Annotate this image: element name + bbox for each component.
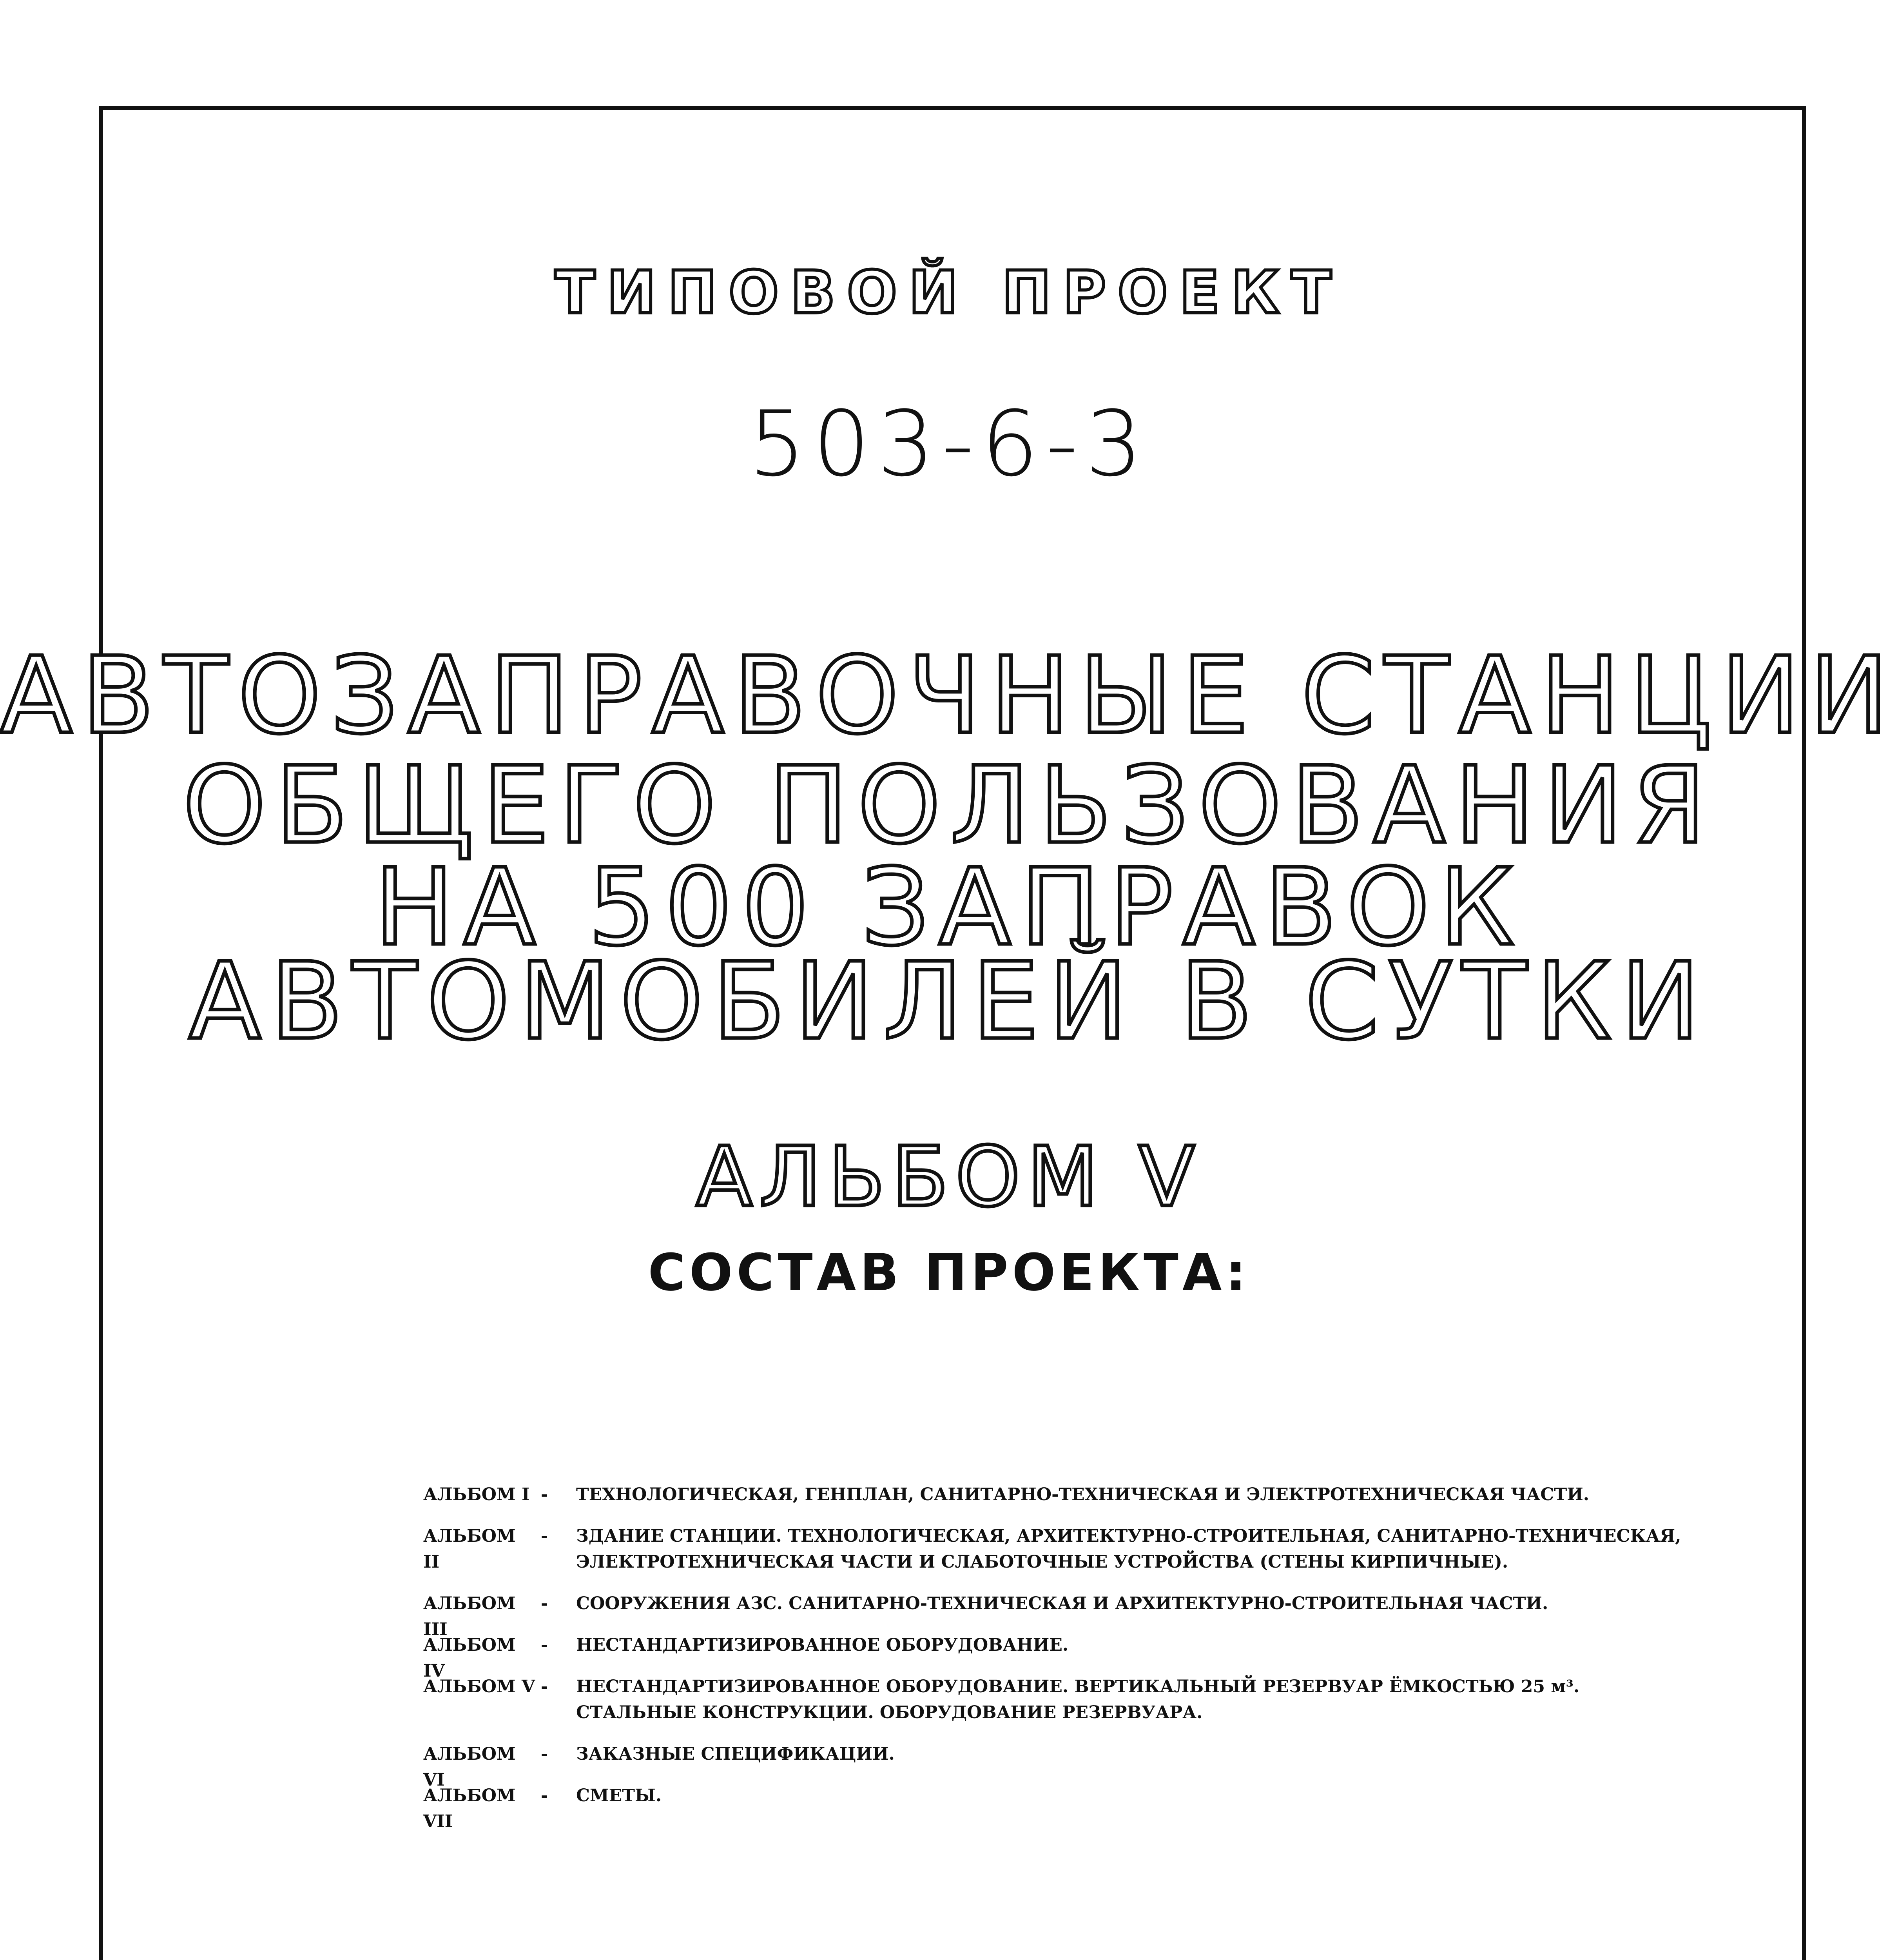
list-item bbox=[423, 1783, 1717, 1831]
dash: - bbox=[541, 1593, 548, 1613]
document-kind: ТИПОВОЙ ПРОЕКТ bbox=[555, 259, 1343, 327]
description-line: СТАЛЬНЫЕ КОНСТРУКЦИИ. ОБОРУДОВАНИЕ РЕЗЕРВУАРА. bbox=[576, 1702, 1203, 1722]
description-line: НЕСТАНДАРТИЗИРОВАННОЕ ОБОРУДОВАНИЕ. bbox=[576, 1635, 1069, 1655]
list-item bbox=[423, 1482, 1717, 1508]
description-line: СМЕТЫ. bbox=[576, 1786, 662, 1806]
dash: - bbox=[541, 1526, 548, 1546]
album-name: АЛЬБОМ IV bbox=[423, 1635, 516, 1681]
title-line: НА 500 ЗАПРАВОК bbox=[374, 846, 1524, 969]
album-name: АЛЬБОМ VII bbox=[423, 1786, 516, 1831]
description-line: ТЕХНОЛОГИЧЕСКАЯ, ГЕНПЛАН, САНИТАРНО-ТЕХНИЧЕСКАЯ И ЭЛЕКТРОТЕХНИЧЕСКАЯ ЧАСТИ. bbox=[576, 1485, 1590, 1504]
album-description bbox=[576, 1674, 1717, 1726]
dash: - bbox=[541, 1635, 548, 1655]
list-item bbox=[423, 1591, 1717, 1639]
album-description bbox=[576, 1783, 1717, 1809]
album-name: АЛЬБОМ V bbox=[423, 1677, 535, 1697]
album-label: АЛЬБОМ V bbox=[696, 1129, 1202, 1225]
list-item bbox=[423, 1632, 1717, 1681]
album-name: АЛЬБОМ III bbox=[423, 1593, 516, 1639]
album-description bbox=[576, 1632, 1717, 1658]
dash: - bbox=[541, 1744, 548, 1764]
description-line: СООРУЖЕНИЯ АЗС. САНИТАРНО-ТЕХНИЧЕСКАЯ И АРХИТЕКТУРНО-СТРОИТЕЛЬНАЯ ЧАСТИ. bbox=[576, 1593, 1548, 1613]
album-description bbox=[576, 1482, 1717, 1508]
project-number: 503-6-3 bbox=[748, 392, 1150, 497]
dash: - bbox=[541, 1677, 548, 1697]
list-item bbox=[423, 1741, 1717, 1790]
album-name: АЛЬБОМ II bbox=[423, 1526, 516, 1572]
description-line: ЗАКАЗНЫЕ СПЕЦИФИКАЦИИ. bbox=[576, 1744, 895, 1764]
dash: - bbox=[541, 1786, 548, 1806]
album-description bbox=[576, 1523, 1717, 1575]
title-line: АВТОЗАПРАВОЧНЫЕ СТАНЦИИ bbox=[0, 634, 1898, 757]
album-description bbox=[576, 1741, 1717, 1767]
title-line: АВТОМОБИЛЕЙ В СУТКИ bbox=[189, 940, 1709, 1063]
project-contents-list bbox=[423, 1482, 1717, 1831]
title-line: ОБЩЕГО ПОЛЬЗОВАНИЯ bbox=[183, 744, 1715, 867]
list-item bbox=[423, 1674, 1717, 1726]
description-line: ЭЛЕКТРОТЕХНИЧЕСКАЯ ЧАСТИ И СЛАБОТОЧНЫЕ УСТРОЙСТВА (СТЕНЫ КИРПИЧНЫЕ). bbox=[576, 1552, 1508, 1572]
album-description bbox=[576, 1591, 1717, 1617]
album-name: АЛЬБОМ VI bbox=[423, 1744, 516, 1790]
description-line: НЕСТАНДАРТИЗИРОВАННОЕ ОБОРУДОВАНИЕ. ВЕРТИКАЛЬНЫЙ РЕЗЕРВУАР ЁМКОСТЬЮ 25 м³. bbox=[576, 1677, 1580, 1697]
contents-heading: СОСТАВ ПРОЕКТА: bbox=[648, 1243, 1250, 1302]
description-line: ЗДАНИЕ СТАНЦИИ. ТЕХНОЛОГИЧЕСКАЯ, АРХИТЕКТУРНО-СТРОИТЕЛЬНАЯ, САНИТАРНО-ТЕХНИЧЕСКАЯ, bbox=[576, 1526, 1681, 1546]
list-item bbox=[423, 1523, 1717, 1575]
dash: - bbox=[541, 1485, 548, 1504]
album-name: АЛЬБОМ I bbox=[423, 1485, 530, 1504]
